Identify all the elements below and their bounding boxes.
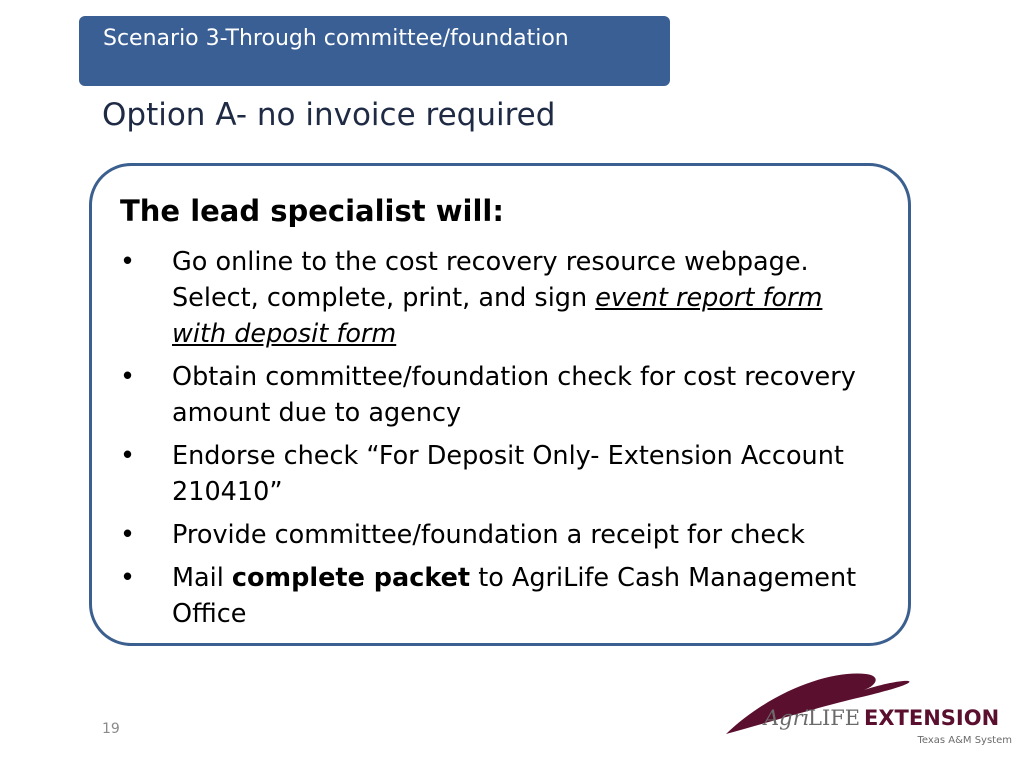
logo-agri-text: Agri [764,706,810,730]
bullet-icon: • [120,563,136,593]
page-number: 19 [102,721,120,737]
list-item [120,244,880,352]
bold-text: complete packet [231,563,471,593]
banner-title: Scenario 3-Through committee/foundation [103,26,569,51]
logo-extension-text: EXTENSION [864,706,1000,730]
agrilife-extension-logo [720,668,1016,748]
bullet-icon: • [120,520,136,550]
slide-subtitle: Option A- no invoice required [102,97,556,133]
title-banner [79,16,670,86]
list-item [120,438,880,510]
box-heading: The lead specialist will: [120,194,504,228]
bullet-text: Go online to the cost recovery resource webpage. Select, complete, print, and sign [172,247,809,313]
bullet-text: Obtain committee/foundation check for cost recovery amount due to agency [172,362,856,428]
bullet-text: Endorse check “For Deposit Only- Extension Account 210410” [172,441,844,507]
list-item [120,560,880,632]
bullet-text: Provide committee/foundation a receipt for check [172,520,805,550]
event-report-form-link: event report form with deposit form [172,283,823,349]
content-box [89,163,911,646]
bullet-icon: • [120,247,136,277]
bullet-icon: • [120,441,136,471]
logo-life-text: LIFE [808,706,861,730]
list-item [120,359,880,431]
bullet-list [120,244,880,639]
bullet-icon: • [120,362,136,392]
list-item [120,517,880,553]
bullet-text: to AgriLife Cash Management Office [172,563,857,629]
logo-system-text: Texas A&M System [917,735,1012,746]
bullet-text: Mail [172,563,232,593]
